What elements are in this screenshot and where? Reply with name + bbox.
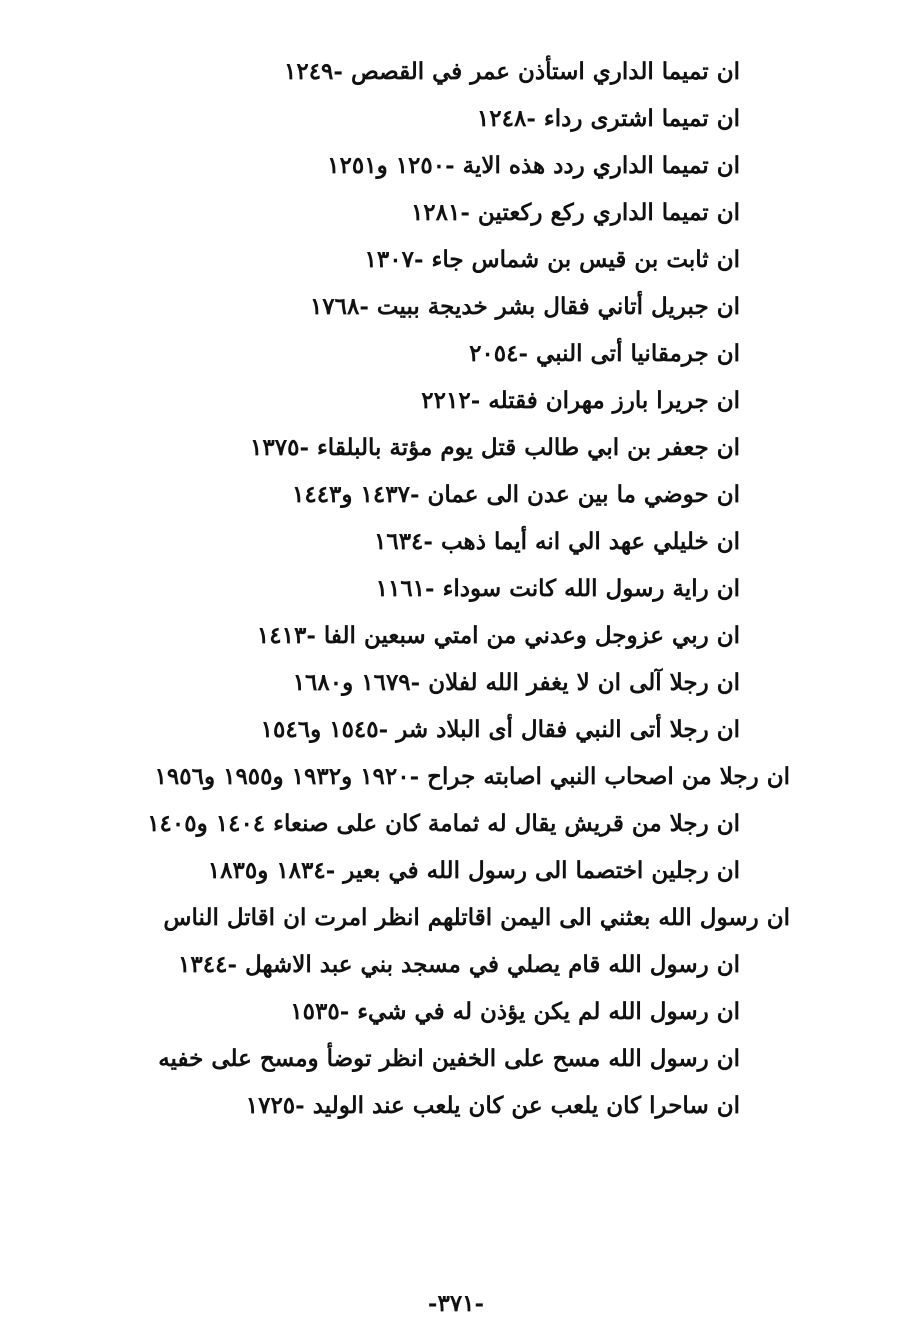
index-entry: ان رجلين اختصما الى رسول الله في بعير -١٨٣٤ و١٨٣٥ <box>207 857 740 884</box>
index-entry: ان رسول الله لم يكن يؤذن له في شيء -١٥٣٥ <box>290 998 740 1025</box>
index-entry: ان رجلا آلى ان لا يغفر الله لفلان -١٦٧٩ و١٦٨٠ <box>292 669 740 696</box>
index-entry: ان رسول الله قام يصلي في مسجد بني عبد الاشهل -١٣٤٤ <box>178 951 740 978</box>
index-entry: ان راية رسول الله كانت سوداء -١١٦١ <box>375 575 740 602</box>
index-entry: ان ربي عزوجل وعدني من امتي سبعين الفا -١٤١٣ <box>256 622 740 649</box>
index-entry: ان رسول الله مسح على الخفين انظر توضأ ومسح على خفيه <box>158 1045 740 1072</box>
index-entry: ان رجلا من قريش يقال له ثمامة كان على صنعاء ١٤٠٤ و١٤٠٥ <box>147 810 740 837</box>
index-entry: ان رسول الله بعثني الى اليمن اقاتلهم انظر امرت ان اقاتل الناس <box>163 904 790 931</box>
page-number: -٣٧١- <box>427 1290 485 1317</box>
index-entry: ان جعفر بن ابي طالب قتل يوم مؤتة بالبلقاء -١٣٧٥ <box>250 434 740 461</box>
index-entry: ان جرمقانيا أتى النبي -٢٠٥٤ <box>469 340 740 367</box>
index-entry: ان ثابت بن قيس بن شماس جاء -١٣٠٧ <box>364 246 740 273</box>
index-entry: ان تميما الداري ردد هذه الاية -١٢٥٠ و١٢٥١ <box>327 152 740 179</box>
index-entry: ان ساحرا كان يلعب عن كان يلعب عند الوليد -١٧٢٥ <box>245 1092 740 1119</box>
index-entry: ان تميما الداري ركع ركعتين -١٢٨١ <box>410 199 740 226</box>
index-entry: ان رجلا من اصحاب النبي اصابته جراح -١٩٢٠ و١٩٣٢ و١٩٥٥ و١٩٥٦ <box>154 763 790 790</box>
index-entry: ان حوضي ما بين عدن الى عمان -١٤٣٧ و١٤٤٣ <box>292 481 740 508</box>
hadith-index-list <box>120 48 790 1129</box>
index-entry: ان تميما الداري استأذن عمر في القصص -١٢٤٩ <box>284 58 740 85</box>
index-entry: ان جبريل أتاني فقال بشر خديجة ببيت -١٧٦٨ <box>309 293 740 320</box>
index-entry: ان تميما اشترى رداء -١٢٤٨ <box>476 105 740 132</box>
index-entry: ان رجلا أتى النبي فقال أى البلاد شر -١٥٤٥ و١٥٤٦ <box>260 716 740 743</box>
index-entry: ان جريرا بارز مهران فقتله -٢٢١٢ <box>421 387 740 414</box>
index-entry: ان خليلي عهد الي انه أيما ذهب -١٦٣٤ <box>374 528 740 555</box>
